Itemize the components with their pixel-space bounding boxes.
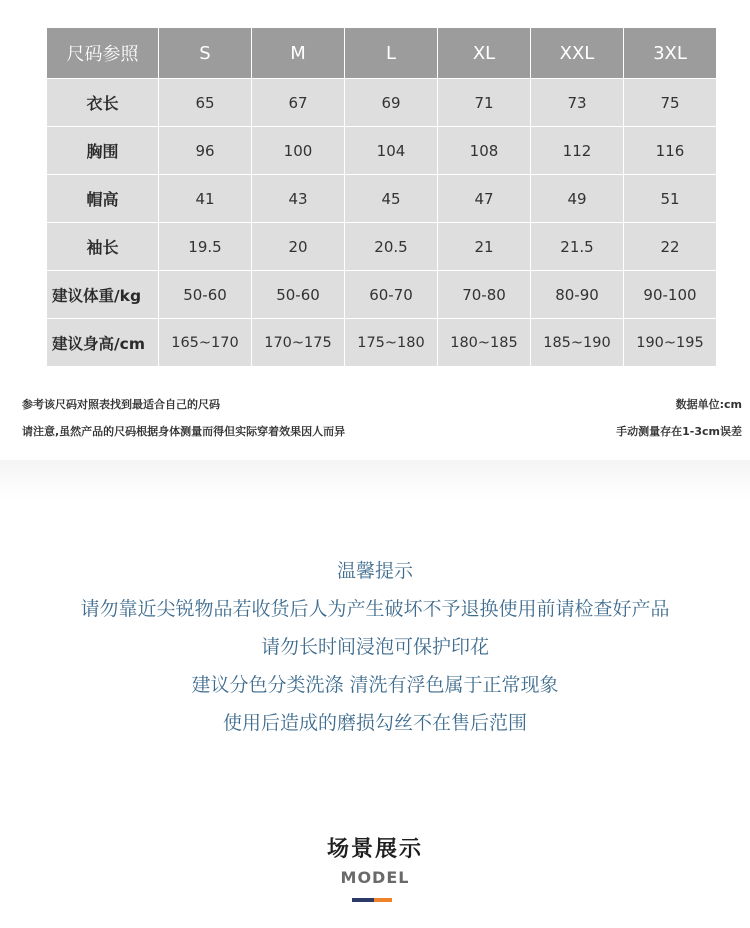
header-size-xl: XL — [438, 28, 531, 79]
table-cell: 49 — [531, 175, 624, 223]
row-label-hood-height: 帽高 — [47, 175, 159, 223]
table-cell: 100 — [252, 127, 345, 175]
table-cell: 75 — [624, 79, 717, 127]
tips-line: 请勿靠近尖锐物品若收货后人为产生破坏不予退换使用前请检查好产品 — [80, 598, 670, 620]
table-cell: 190~195 — [624, 319, 717, 367]
table-cell: 21 — [438, 223, 531, 271]
table-cell: 73 — [531, 79, 624, 127]
table-cell: 104 — [345, 127, 438, 175]
header-size-reference: 尺码参照 — [47, 28, 159, 79]
table-cell: 165~170 — [159, 319, 252, 367]
table-cell: 70-80 — [438, 271, 531, 319]
fit-disclaimer-note: 请注意,虽然产品的尺码根据身体测量而得但实际穿着效果因人而异 — [22, 425, 346, 438]
table-cell: 47 — [438, 175, 531, 223]
unit-note: 数据单位:cm — [675, 398, 742, 411]
row-label-chest: 胸围 — [47, 127, 159, 175]
table-cell: 65 — [159, 79, 252, 127]
size-chart-table — [46, 27, 717, 367]
table-row — [47, 127, 717, 175]
tips-line: 建议分色分类洗涤 清洗有浮色属于正常现象 — [191, 674, 559, 696]
row-label-length: 衣长 — [47, 79, 159, 127]
table-cell: 180~185 — [438, 319, 531, 367]
table-row — [47, 175, 717, 223]
table-cell: 19.5 — [159, 223, 252, 271]
size-reference-note: 参考该尺码对照表找到最适合自己的尺码 — [22, 398, 220, 411]
table-cell: 116 — [624, 127, 717, 175]
tips-line: 请勿长时间浸泡可保护印花 — [260, 636, 489, 658]
table-cell: 90-100 — [624, 271, 717, 319]
header-size-l: L — [345, 28, 438, 79]
table-cell: 112 — [531, 127, 624, 175]
header-size-3xl: 3XL — [624, 28, 717, 79]
table-cell: 60-70 — [345, 271, 438, 319]
scene-section-subtitle: MODEL — [340, 868, 410, 887]
table-cell: 175~180 — [345, 319, 438, 367]
table-cell: 69 — [345, 79, 438, 127]
measurement-error-note: 手动测量存在1-3cm误差 — [616, 425, 742, 438]
table-cell: 80-90 — [531, 271, 624, 319]
table-cell: 96 — [159, 127, 252, 175]
table-cell: 45 — [345, 175, 438, 223]
header-size-xxl: XXL — [531, 28, 624, 79]
row-label-sleeve: 袖长 — [47, 223, 159, 271]
table-cell: 170~175 — [252, 319, 345, 367]
table-row — [47, 223, 717, 271]
size-chart-header-row — [47, 28, 717, 79]
table-cell: 71 — [438, 79, 531, 127]
tips-line: 使用后造成的磨损勾丝不在售后范围 — [222, 712, 527, 734]
header-size-m: M — [252, 28, 345, 79]
table-cell: 43 — [252, 175, 345, 223]
row-label-weight: 建议体重/kg — [47, 271, 159, 319]
table-cell: 67 — [252, 79, 345, 127]
table-cell: 50-60 — [252, 271, 345, 319]
tips-title: 温馨提示 — [336, 560, 413, 582]
header-size-s: S — [159, 28, 252, 79]
scene-section-title: 场景展示 — [326, 837, 423, 862]
table-cell: 50-60 — [159, 271, 252, 319]
table-cell: 51 — [624, 175, 717, 223]
table-cell: 21.5 — [531, 223, 624, 271]
accent-bar-orange — [374, 898, 392, 902]
table-cell: 20.5 — [345, 223, 438, 271]
table-cell: 108 — [438, 127, 531, 175]
table-row — [47, 79, 717, 127]
table-row — [47, 319, 717, 367]
table-cell: 20 — [252, 223, 345, 271]
section-divider — [0, 460, 750, 500]
table-cell: 41 — [159, 175, 252, 223]
table-row — [47, 271, 717, 319]
care-tips — [0, 556, 750, 746]
row-label-height: 建议身高/cm — [47, 319, 159, 367]
table-cell: 22 — [624, 223, 717, 271]
table-cell: 185~190 — [531, 319, 624, 367]
accent-bar-blue — [352, 898, 374, 902]
